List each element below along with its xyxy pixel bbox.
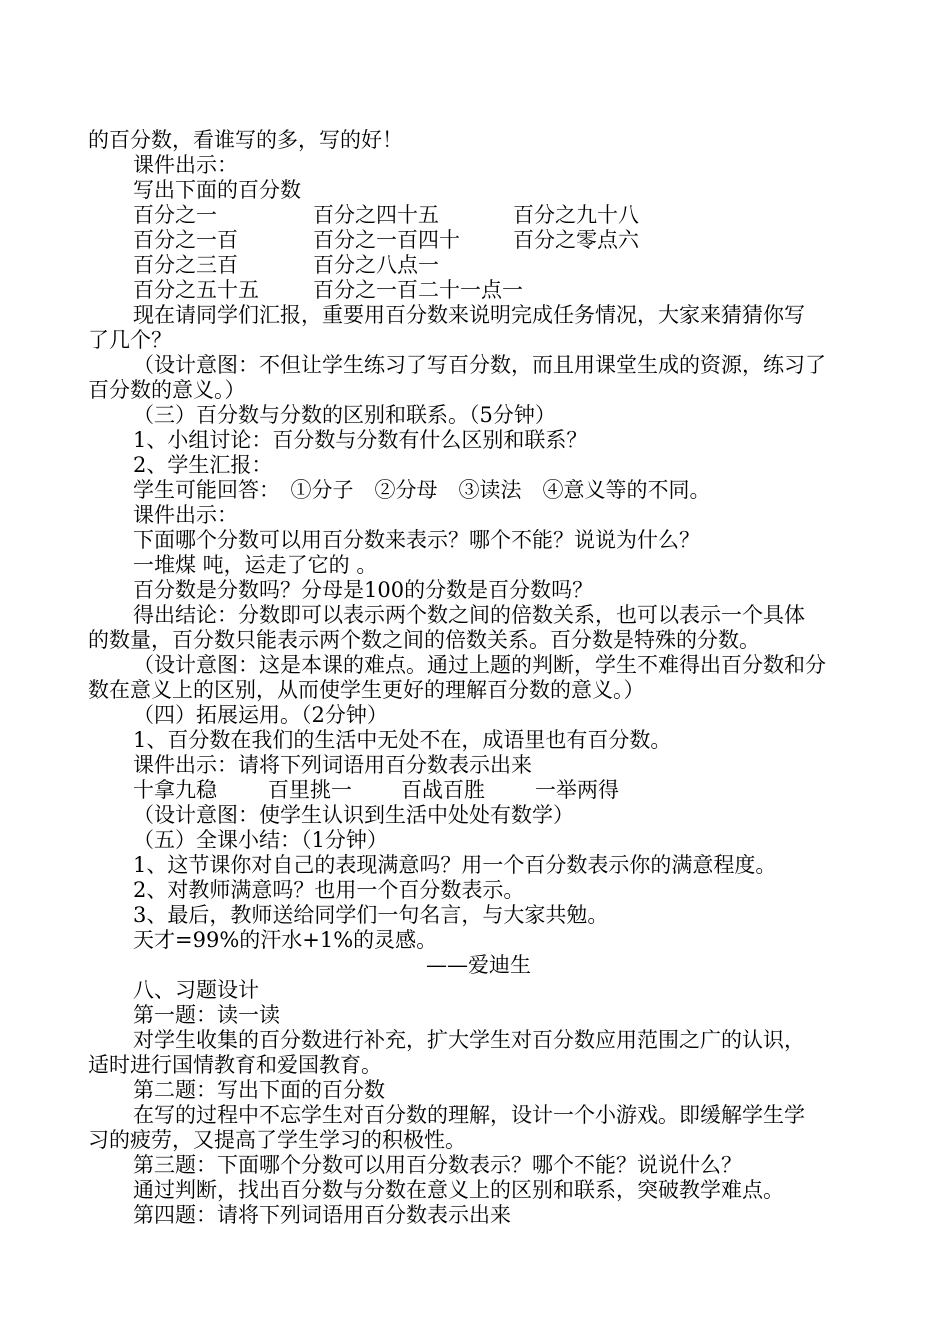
percent-item: 百分之一百 xyxy=(133,228,238,252)
idiom-item: 百战百胜 xyxy=(401,778,485,802)
percent-item: 百分之零点六 xyxy=(513,228,639,252)
text-line: 的数量，百分数只能表示两个数之间的倍数关系。百分数是特殊的分数。 xyxy=(88,628,760,652)
text-line: 写出下面的百分数 xyxy=(133,178,301,202)
percent-item: 百分之一百四十 xyxy=(313,228,460,252)
idiom-item: 十拿九稳 xyxy=(133,778,217,802)
text-line: 2、学生汇报： xyxy=(133,453,273,477)
text-line: 的百分数，看谁写的多，写的好！ xyxy=(88,128,403,152)
text-line: 在写的过程中不忘学生对百分数的理解，设计一个小游戏。即缓解学生学 xyxy=(133,1103,805,1127)
text-line: （设计意图：不但让学生练习了写百分数，而且用课堂生成的资源，练习了 xyxy=(133,353,826,377)
text-line: 学生可能回答： ①分子 ②分母 ③读法 ④意义等的不同。 xyxy=(133,478,711,502)
text-line: 3、最后，教师送给同学们一句名言，与大家共勉。 xyxy=(133,903,609,927)
percent-item: 百分之五十五 xyxy=(133,278,259,302)
text-line: 百分数是分数吗？分母是100的分数是百分数吗？ xyxy=(133,578,594,602)
text-line: 1、小组讨论：百分数与分数有什么区别和联系？ xyxy=(133,428,588,452)
section-heading: （四）拓展运用。（2分钟） xyxy=(133,703,388,727)
text-line: 1、百分数在我们的生活中无处不在，成语里也有百分数。 xyxy=(133,728,672,752)
percent-item: 百分之四十五 xyxy=(313,203,439,227)
idiom-item: 一举两得 xyxy=(535,778,619,802)
percent-item: 百分之一 xyxy=(133,203,217,227)
text-line: 得出结论：分数即可以表示两个数之间的倍数关系，也可以表示一个具体 xyxy=(133,603,805,627)
text-line: 对学生收集的百分数进行补充，扩大学生对百分数应用范围之广的认识， xyxy=(133,1028,805,1052)
text-line: 一堆煤 吨，运走了它的 。 xyxy=(133,553,378,577)
percent-item: 百分之八点一 xyxy=(313,253,439,277)
percent-item: 百分之九十八 xyxy=(513,203,639,227)
text-line: 课件出示：请将下列词语用百分数表示出来 xyxy=(133,753,532,777)
text-line: 1、这节课你对自己的表现满意吗？用一个百分数表示你的满意程度。 xyxy=(133,853,777,877)
text-line: 百分数的意义。） xyxy=(88,378,246,402)
section-heading: （五）全课小结：（1分钟） xyxy=(133,828,388,852)
quote-line: 天才=99%的汗水+1%的灵感。 xyxy=(133,928,438,952)
text-line: 第一题：读一读 xyxy=(133,1003,280,1027)
text-line: 课件出示： xyxy=(133,153,238,177)
text-line: 了几个？ xyxy=(88,328,172,352)
percent-item: 百分之三百 xyxy=(133,253,238,277)
text-line: 第三题：下面哪个分数可以用百分数表示？哪个不能？说说什么？ xyxy=(133,1153,742,1177)
text-line: 数在意义上的区别，从而使学生更好的理解百分数的意义。） xyxy=(88,678,645,702)
text-line: 适时进行国情教育和爱国教育。 xyxy=(88,1053,382,1077)
text-line: 第二题：写出下面的百分数 xyxy=(133,1078,385,1102)
text-line: 课件出示： xyxy=(133,503,238,527)
text-line: 现在请同学们汇报，重要用百分数来说明完成任务情况，大家来猜猜你写 xyxy=(133,303,805,327)
text-line: 下面哪个分数可以用百分数来表示？哪个不能？说说为什么？ xyxy=(133,528,700,552)
text-line: （设计意图：这是本课的难点。通过上题的判断，学生不难得出百分数和分 xyxy=(133,653,826,677)
text-line: 习的疲劳，又提高了学生学习的积极性。 xyxy=(88,1128,466,1152)
text-line: 第四题：请将下列词语用百分数表示出来 xyxy=(133,1203,511,1227)
text-line: 通过判断，找出百分数与分数在意义上的区别和联系，突破教学难点。 xyxy=(133,1178,784,1202)
percent-item: 百分之一百二十一点一 xyxy=(313,278,523,302)
text-line: 2、对教师满意吗？也用一个百分数表示。 xyxy=(133,878,525,902)
text-line: （设计意图：使学生认识到生活中处处有数学） xyxy=(133,803,574,827)
section-heading: 八、习题设计 xyxy=(133,978,259,1002)
section-heading: （三）百分数与分数的区别和联系。（5分钟） xyxy=(133,403,556,427)
idiom-item: 百里挑一 xyxy=(268,778,352,802)
quote-author: ——爱迪生 xyxy=(426,953,531,977)
